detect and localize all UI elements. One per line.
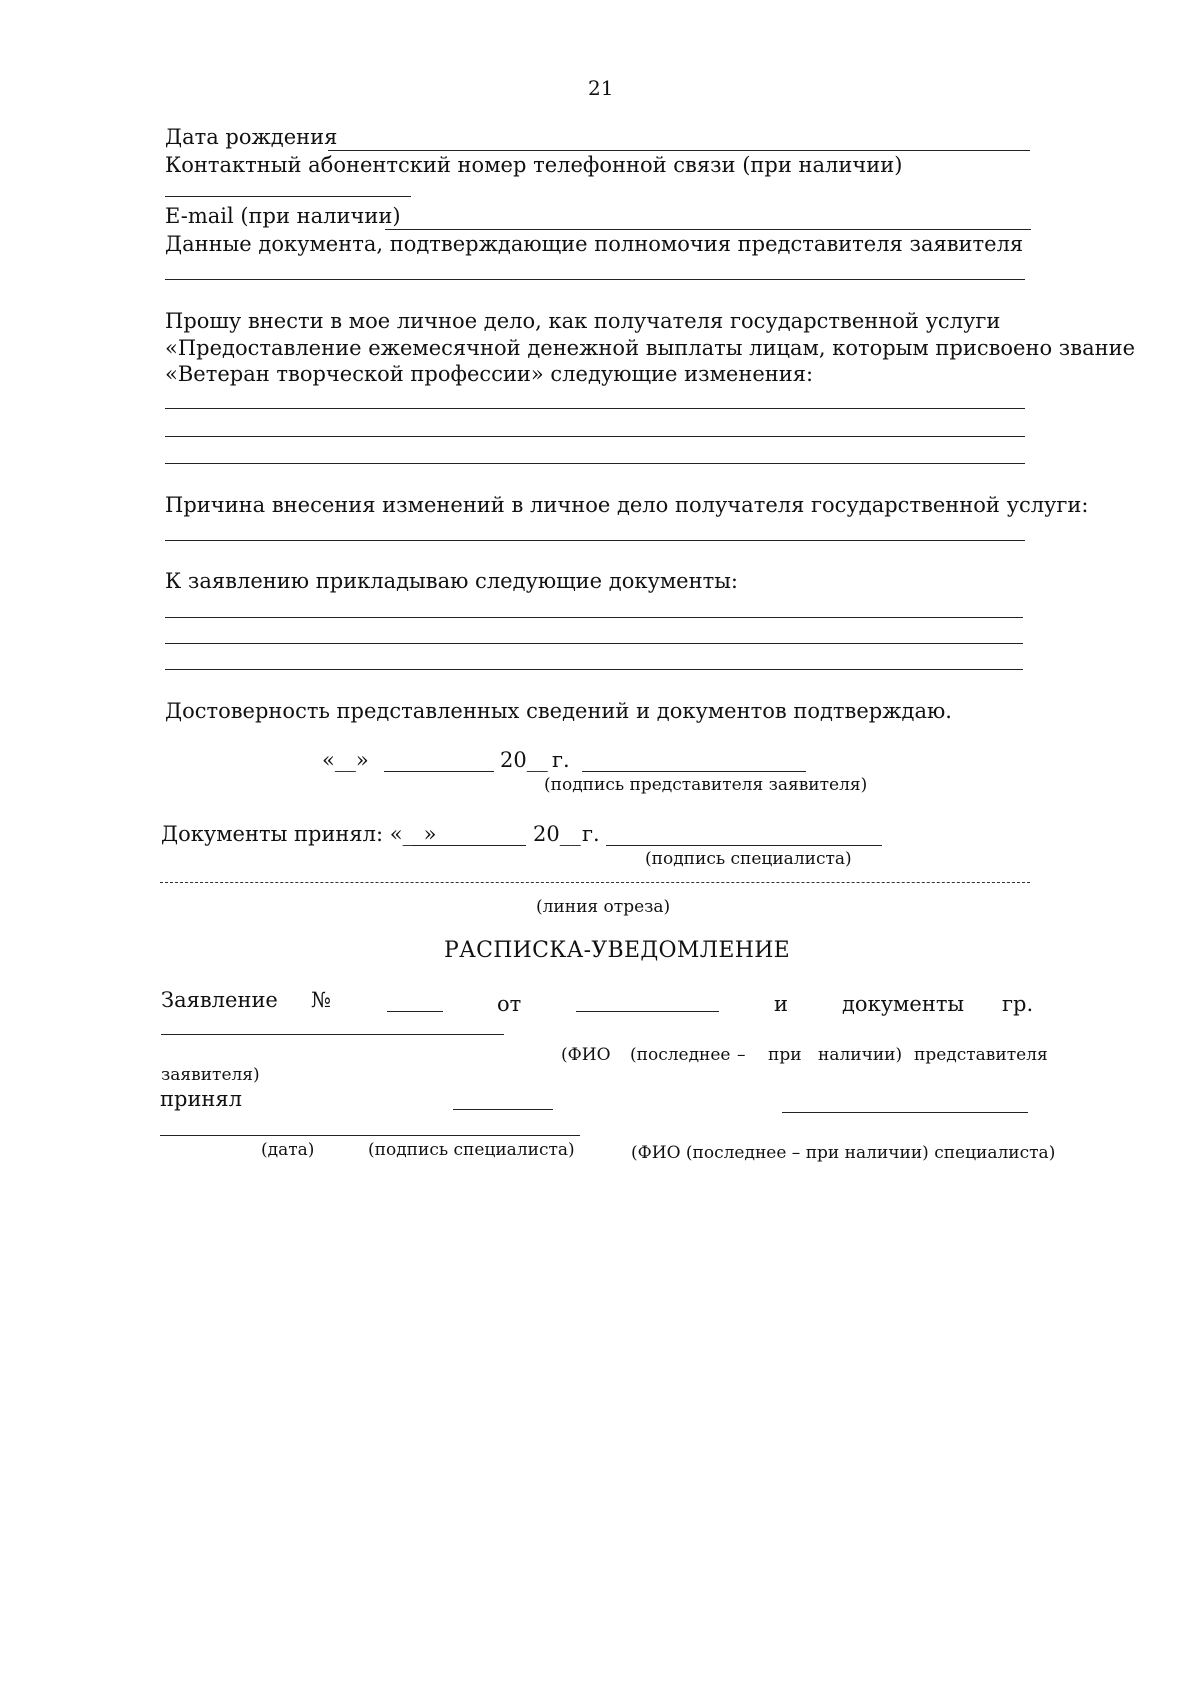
receipt-fio-caption-3: –: [737, 1045, 746, 1065]
page-number: 21: [588, 76, 614, 100]
receipt-date-field[interactable]: [576, 1011, 719, 1012]
accepted-year-field[interactable]: 20__: [533, 822, 581, 846]
attachments-field-1[interactable]: [165, 617, 1023, 618]
receipt-word-statement: Заявление: [161, 988, 278, 1012]
birth-date-label: Дата рождения: [165, 125, 338, 149]
request-line-2: «Предоставление ежемесячной денежной выплаты лицам, которым присвоено звание: [165, 336, 1136, 360]
request-line-3: «Ветеран творческой профессии» следующие изменения:: [165, 362, 814, 386]
reason-label: Причина внесения изменений в личное дело получателя государственной услуги:: [165, 493, 1089, 517]
email-field[interactable]: [385, 229, 1031, 230]
receipt-fio-caption-1: (ФИО: [561, 1045, 611, 1065]
email-label: E-mail (при наличии): [165, 204, 401, 228]
request-line-1: Прошу внести в мое личное дело, как получателя государственной услуги: [165, 309, 1001, 333]
receipt-accepted-word: принял: [160, 1087, 243, 1111]
specialist-signature-field[interactable]: [606, 845, 882, 846]
reason-field[interactable]: [165, 540, 1025, 541]
changes-field-2[interactable]: [165, 436, 1025, 437]
receipt-word-citizen: гр.: [1002, 992, 1034, 1016]
receipt-specialist-fio-field[interactable]: [782, 1112, 1028, 1113]
receipt-caption-fio: (ФИО (последнее – при наличии) специалиста): [631, 1143, 1056, 1163]
receipt-date-signature-field[interactable]: [160, 1135, 580, 1136]
receipt-caption-date: (дата): [261, 1140, 315, 1160]
changes-field-3[interactable]: [165, 463, 1025, 464]
authority-doc-field[interactable]: [165, 279, 1025, 280]
accepted-month-field[interactable]: [412, 845, 526, 846]
receipt-fio-caption-2: (последнее: [630, 1045, 731, 1065]
receipt-number-field[interactable]: [387, 1011, 443, 1012]
receipt-fio-caption-end: заявителя): [161, 1065, 260, 1085]
attachments-label: К заявлению прикладываю следующие документы:: [165, 569, 738, 593]
phone-field[interactable]: [165, 196, 411, 197]
date-month-field[interactable]: [384, 771, 494, 772]
birth-date-field[interactable]: [328, 150, 1030, 151]
receipt-fio-caption-5: наличии): [818, 1045, 903, 1065]
rep-signature-field[interactable]: [582, 771, 806, 772]
receipt-fio-caption-6: представителя: [914, 1045, 1048, 1065]
accepted-year-suffix: г.: [582, 822, 600, 846]
date-year-field[interactable]: 20__: [500, 748, 548, 772]
receipt-fio-field[interactable]: [161, 1034, 504, 1035]
authority-doc-label: Данные документа, подтверждающие полномочия представителя заявителя: [165, 232, 1024, 256]
cut-line-caption: (линия отреза): [536, 897, 671, 917]
receipt-word-documents: документы: [842, 992, 965, 1016]
receipt-signature-short-field[interactable]: [453, 1109, 553, 1110]
rep-signature-caption: (подпись представителя заявителя): [544, 775, 868, 795]
receipt-fio-caption-4: при: [768, 1045, 802, 1065]
receipt-title: РАСПИСКА-УВЕДОМЛЕНИЕ: [444, 938, 791, 963]
confirmation-text: Достоверность представленных сведений и документов подтверждаю.: [165, 699, 952, 723]
attachments-field-3[interactable]: [165, 669, 1023, 670]
changes-field-1[interactable]: [165, 408, 1025, 409]
receipt-caption-signature: (подпись специалиста): [368, 1140, 575, 1160]
receipt-word-from: от: [497, 992, 522, 1016]
phone-label: Контактный абонентский номер телефонной связи (при наличии): [165, 153, 903, 177]
date-day-field[interactable]: «__»: [322, 748, 369, 772]
receipt-word-number-sign: №: [311, 988, 331, 1012]
attachments-field-2[interactable]: [165, 643, 1023, 644]
specialist-signature-caption: (подпись специалиста): [645, 849, 852, 869]
date-year-suffix: г.: [552, 748, 570, 772]
accepted-label: Документы принял: «__»: [161, 822, 437, 846]
cut-line: [160, 882, 1030, 883]
receipt-word-and: и: [774, 992, 788, 1016]
